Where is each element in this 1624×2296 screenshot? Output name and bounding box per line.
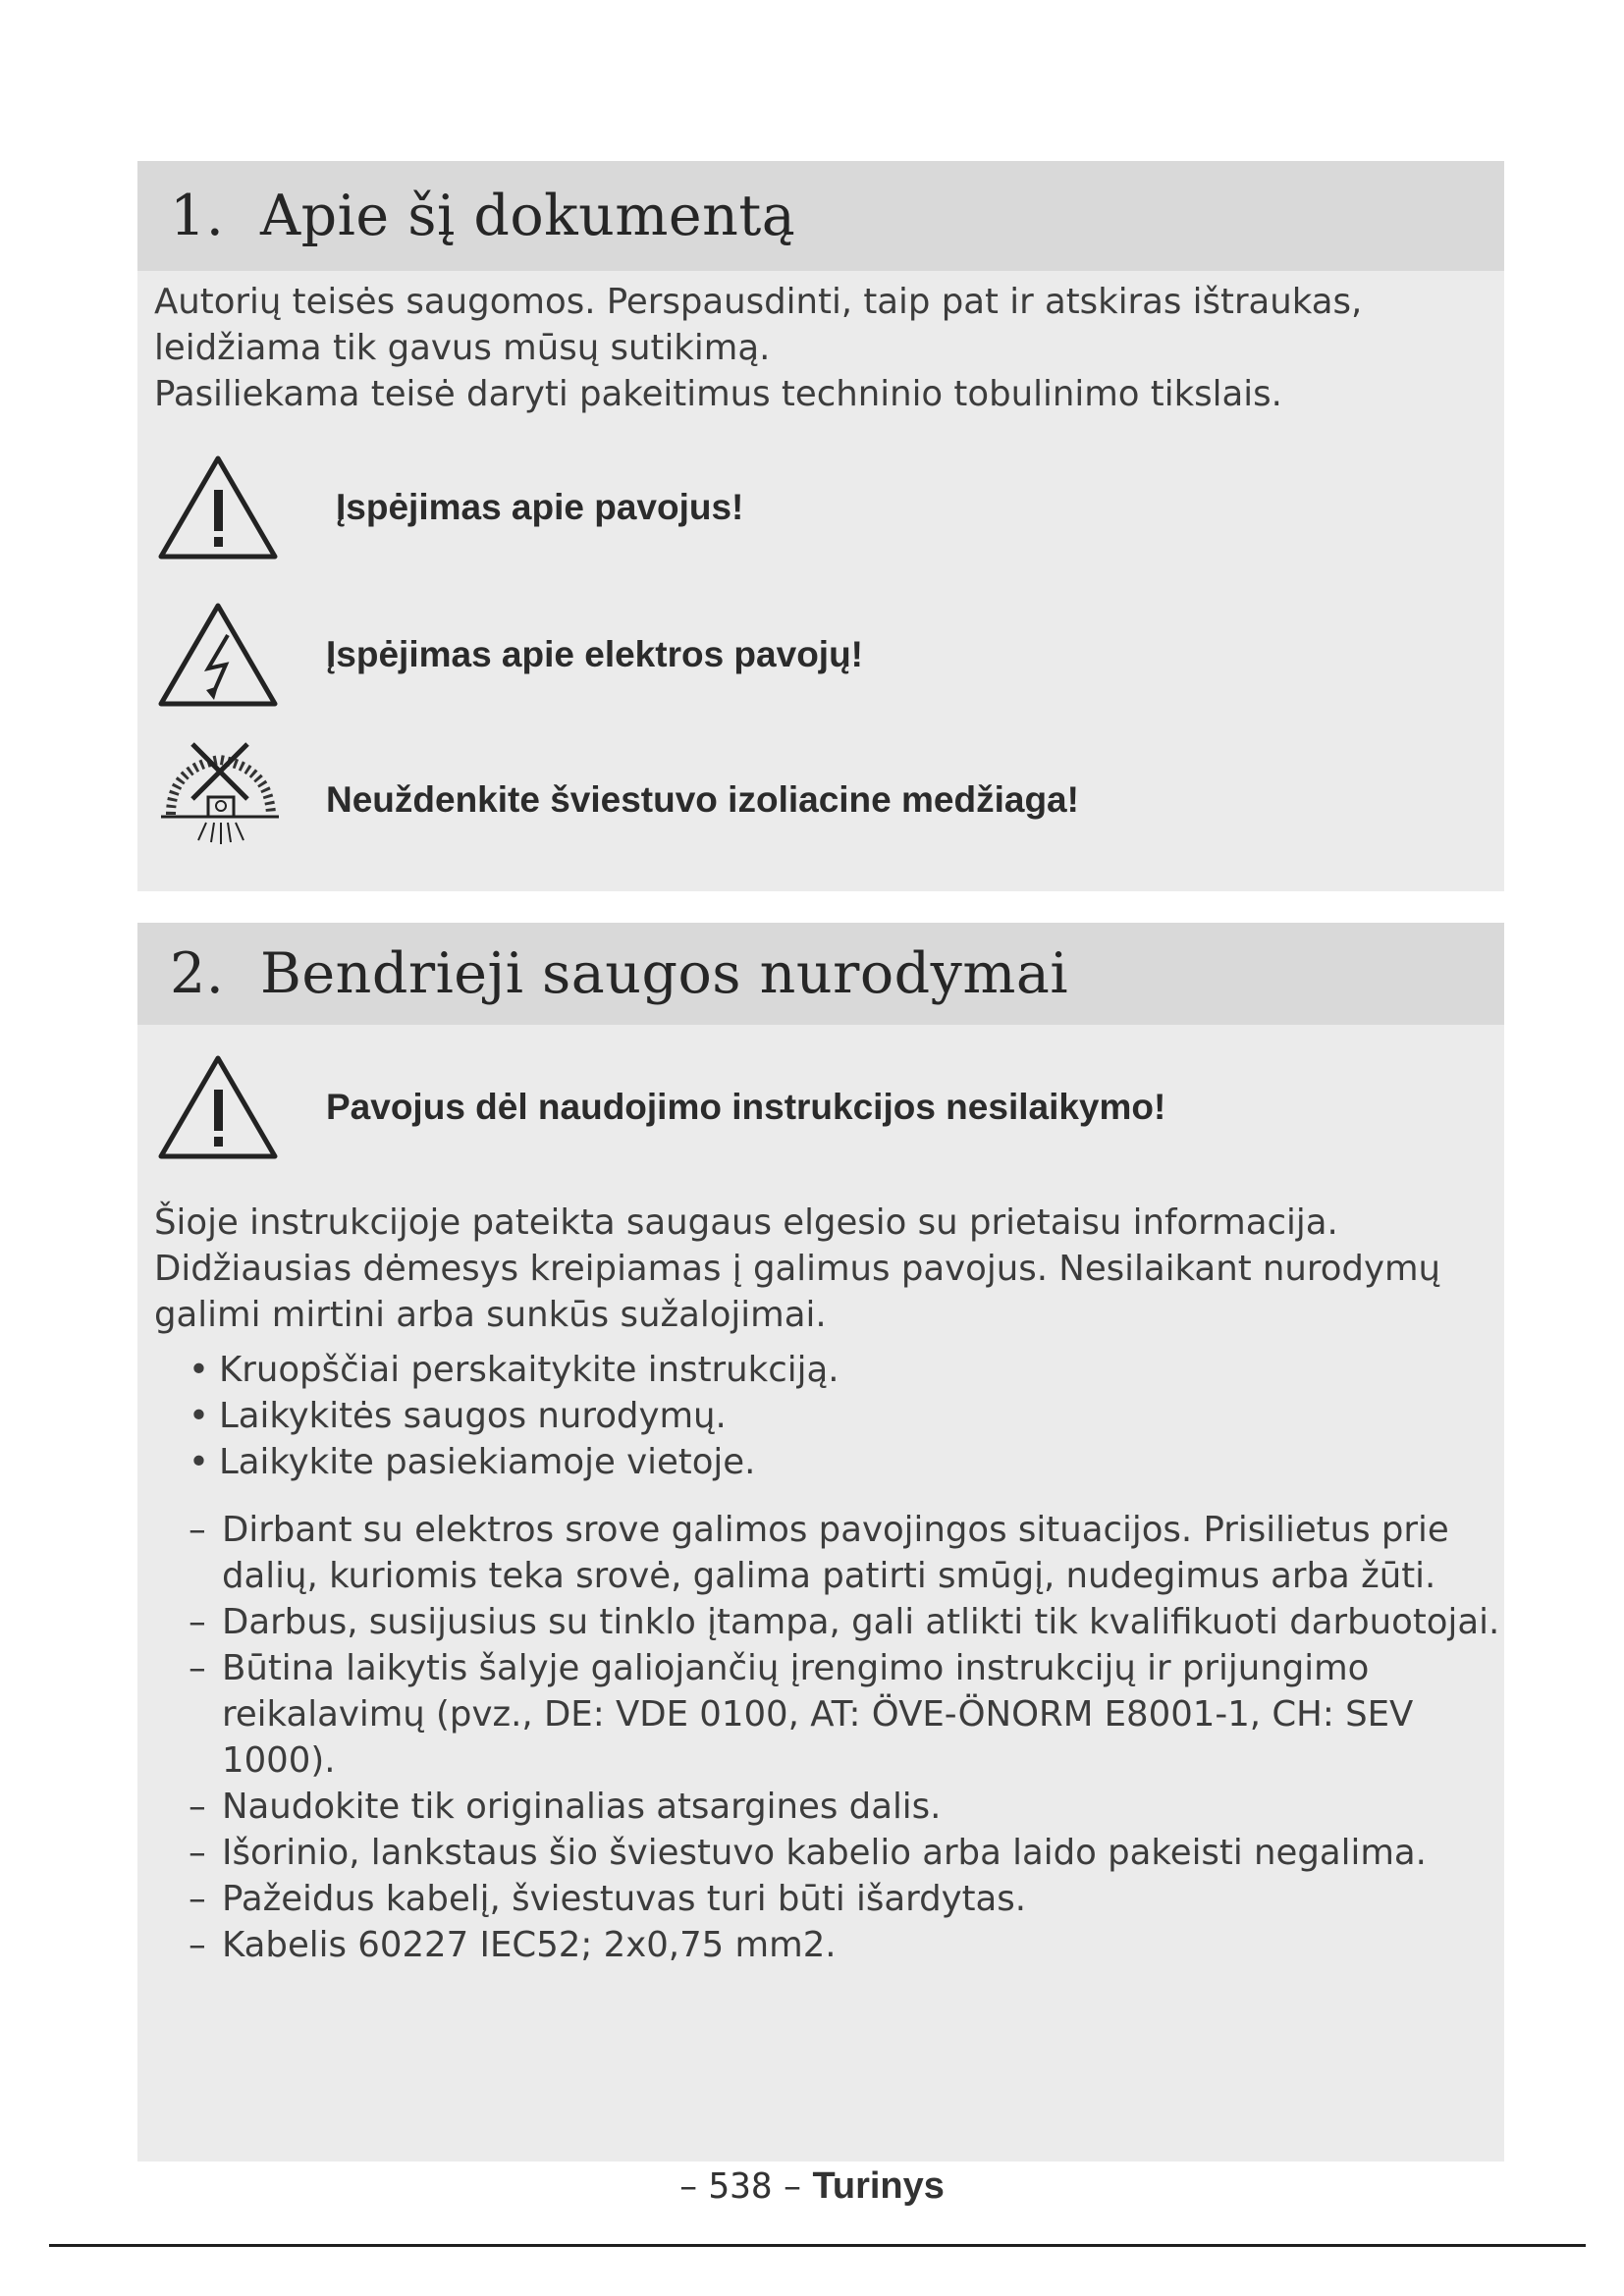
list-item: – Darbus, susijusius su tinklo įtampa, gali atlikti tik kvalifikuoti darbuotojai. <box>189 1602 1500 1642</box>
page-footer: – 538 – Turinys <box>679 2165 945 2207</box>
section-header <box>137 923 1504 1025</box>
electric-hazard-icon <box>157 593 285 716</box>
footer-divider <box>49 2244 1586 2247</box>
list-item: – Kabelis 60227 IEC52; 2x0,75 mm2. <box>189 1925 837 1965</box>
section-title: 1. Apie šį dokumentą <box>170 184 796 248</box>
warning-triangle-icon <box>157 446 285 568</box>
list-item: – Išorinio, lankstaus šio šviestuvo kabelio arba laido pakeisti negalima. <box>189 1833 1427 1873</box>
list-item: – Dirbant su elektros srove galimos pavojingos situacijos. Prisilietus prie dalių, kuriomis teka srovė, galima patirti smūgį, nudegimus arba žūti. <box>189 1510 1449 1596</box>
section-header <box>137 161 1504 271</box>
list-item: • Laikykite pasiekiamoje vietoje. <box>189 1439 839 1485</box>
warning-electric: Įspėjimas apie elektros pavojų! <box>157 593 285 716</box>
list-item: – Pažeidus kabelį, šviestuvas turi būti išardytas. <box>189 1879 1027 1919</box>
list-item: • Laikykitės saugos nurodymų. <box>189 1393 839 1439</box>
bullet-list <box>189 1347 839 1485</box>
safety-intro-text: Šioje instrukcijoje pateikta saugaus elgesio su prietaisu informacija. Didžiausias dėmesys kreipiamas į galimus pavojus. Nesilaikant nurodymų galimi mirtini arba sunkūs sužalojimai. <box>154 1202 1441 1335</box>
warning-instructions: Pavojus dėl naudojimo instrukcijos nesilaikymo! <box>157 1045 285 1168</box>
warning-triangle-icon <box>157 1045 285 1168</box>
footer-section-link[interactable]: Turinys <box>812 2165 945 2207</box>
list-item: – Būtina laikytis šalyje galiojančių įrengimo instrukcijų ir prijungimo reikalavimų (pvz., DE: VDE 0100, AT: ÖVE-ÖNORM E8001-1, CH: SEV 1000). <box>189 1648 1414 1781</box>
warning-insulation: Neuždenkite šviestuvo izoliacine medžiaga! <box>157 738 285 861</box>
copyright-text: Autorių teisės saugomos. Perspausdinti, taip pat ir atskiras ištraukas, leidžiama tik gavus mūsų sutikimą. Pasiliekama teisė daryti pakeitimus techninio tobulinimo tikslais. <box>154 282 1363 414</box>
section-title: 2. Bendrieji saugos nurodymai <box>170 941 1069 1006</box>
no-insulation-cover-icon <box>157 738 285 861</box>
dash-list <box>189 1507 1499 1968</box>
warning-general: Įspėjimas apie pavojus! <box>157 446 285 568</box>
section-about-document <box>137 161 1504 891</box>
section-general-safety <box>137 923 1504 2162</box>
list-item: • Kruopščiai perskaitykite instrukciją. <box>189 1347 839 1393</box>
list-item: – Naudokite tik originalias atsargines dalis. <box>189 1787 942 1827</box>
page-number: 538 <box>708 2166 773 2207</box>
